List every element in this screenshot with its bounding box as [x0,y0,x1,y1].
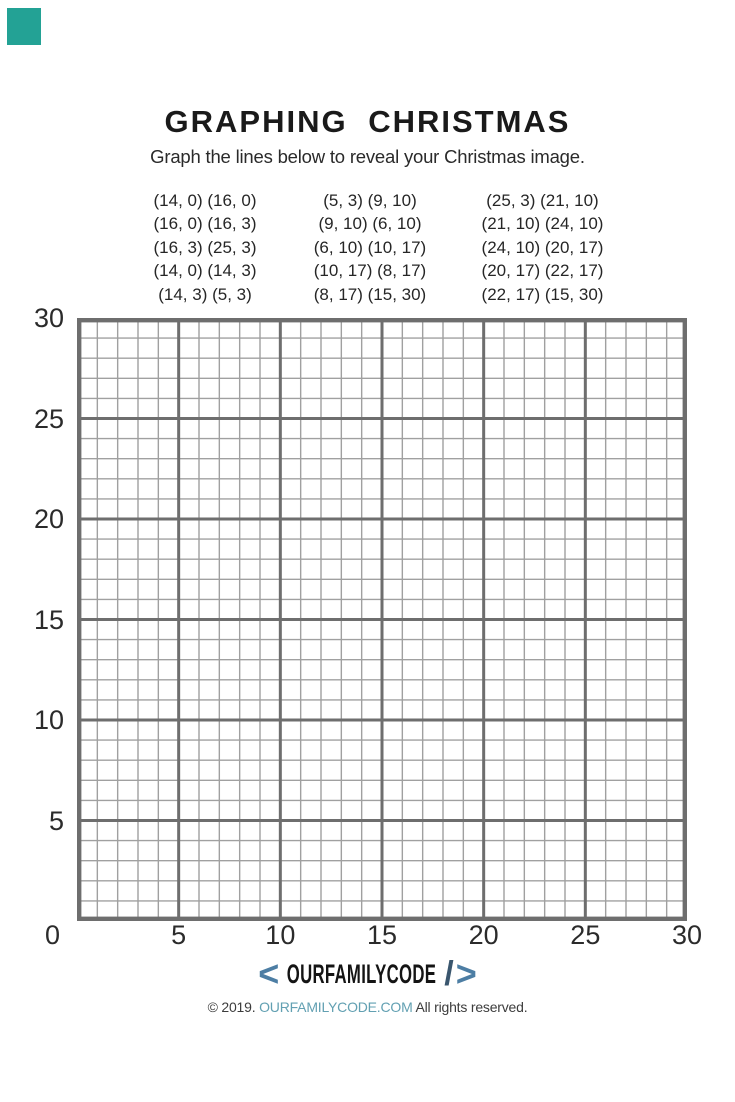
coordinate-column-2 [295,189,445,306]
brand-logo [0,953,735,995]
page-title: GRAPHING CHRISTMAS [164,104,571,139]
coordinate-pair-line: (8, 17) (15, 30) [313,284,427,304]
logo-slash-icon: / [444,955,454,993]
y-axis-tick-label: 20 [33,504,64,534]
corner-accent-square [7,8,41,45]
coordinate-pair-line: (25, 3) (21, 10) [486,191,599,210]
y-axis-tick-label: 15 [33,604,64,635]
x-axis-tick-label: 5 [171,920,187,950]
coordinate-grid [77,318,687,921]
y-axis-tick-label: 10 [33,705,64,735]
x-axis-tick-label: 10 [265,920,296,950]
coordinate-pair-line: (16, 3) (25, 3) [153,237,257,257]
coordinate-pair-line: (14, 0) (14, 3) [153,261,257,281]
coordinate-pair-line: (10, 17) (8, 17) [313,261,427,281]
coordinate-pair-line: (24, 10) (20, 17) [481,237,604,257]
page-subtitle: Graph the lines below to reveal your Christmas image. [150,146,585,167]
coordinate-column-1 [130,189,280,306]
coordinate-pair-line: (21, 10) (24, 10) [481,214,604,234]
coordinate-pair-line: (5, 3) (9, 10) [323,191,417,210]
y-axis-tick-label: 30 [33,303,64,333]
x-axis-tick-label: 30 [671,920,703,950]
logo-right-chevron-icon: > [455,953,477,994]
coordinate-pair-line: (6, 10) (10, 17) [313,237,427,257]
coordinate-pair-line: (14, 0) (16, 0) [153,191,257,210]
x-axis-tick-label: 15 [366,920,398,950]
x-axis-tick-label: 25 [570,920,601,950]
y-axis-tick-label: 25 [33,403,64,434]
y-axis-tick-label: 5 [48,805,64,836]
copyright-suffix: All rights reserved. [412,999,528,1015]
copyright-prefix: © 2019. [207,999,260,1015]
coordinate-pair-line: (16, 0) (16, 3) [153,214,257,234]
coordinate-pair-line: (9, 10) (6, 10) [318,214,422,234]
copyright-site-link[interactable]: OURFAMILYCODE.COM [259,999,413,1015]
coordinate-column-3 [465,189,620,306]
coordinate-pair-line: (14, 3) (5, 3) [158,284,252,304]
coordinate-pair-line: (22, 17) (15, 30) [481,284,604,304]
origin-label: 0 [44,920,60,950]
x-axis-tick-label: 20 [468,920,499,950]
copyright-line [0,999,735,1015]
coordinate-pair-line: (20, 17) (22, 17) [481,261,604,281]
logo-left-chevron-icon: < [258,953,280,994]
logo-brand-name: OURFAMILYCODE [287,959,437,989]
